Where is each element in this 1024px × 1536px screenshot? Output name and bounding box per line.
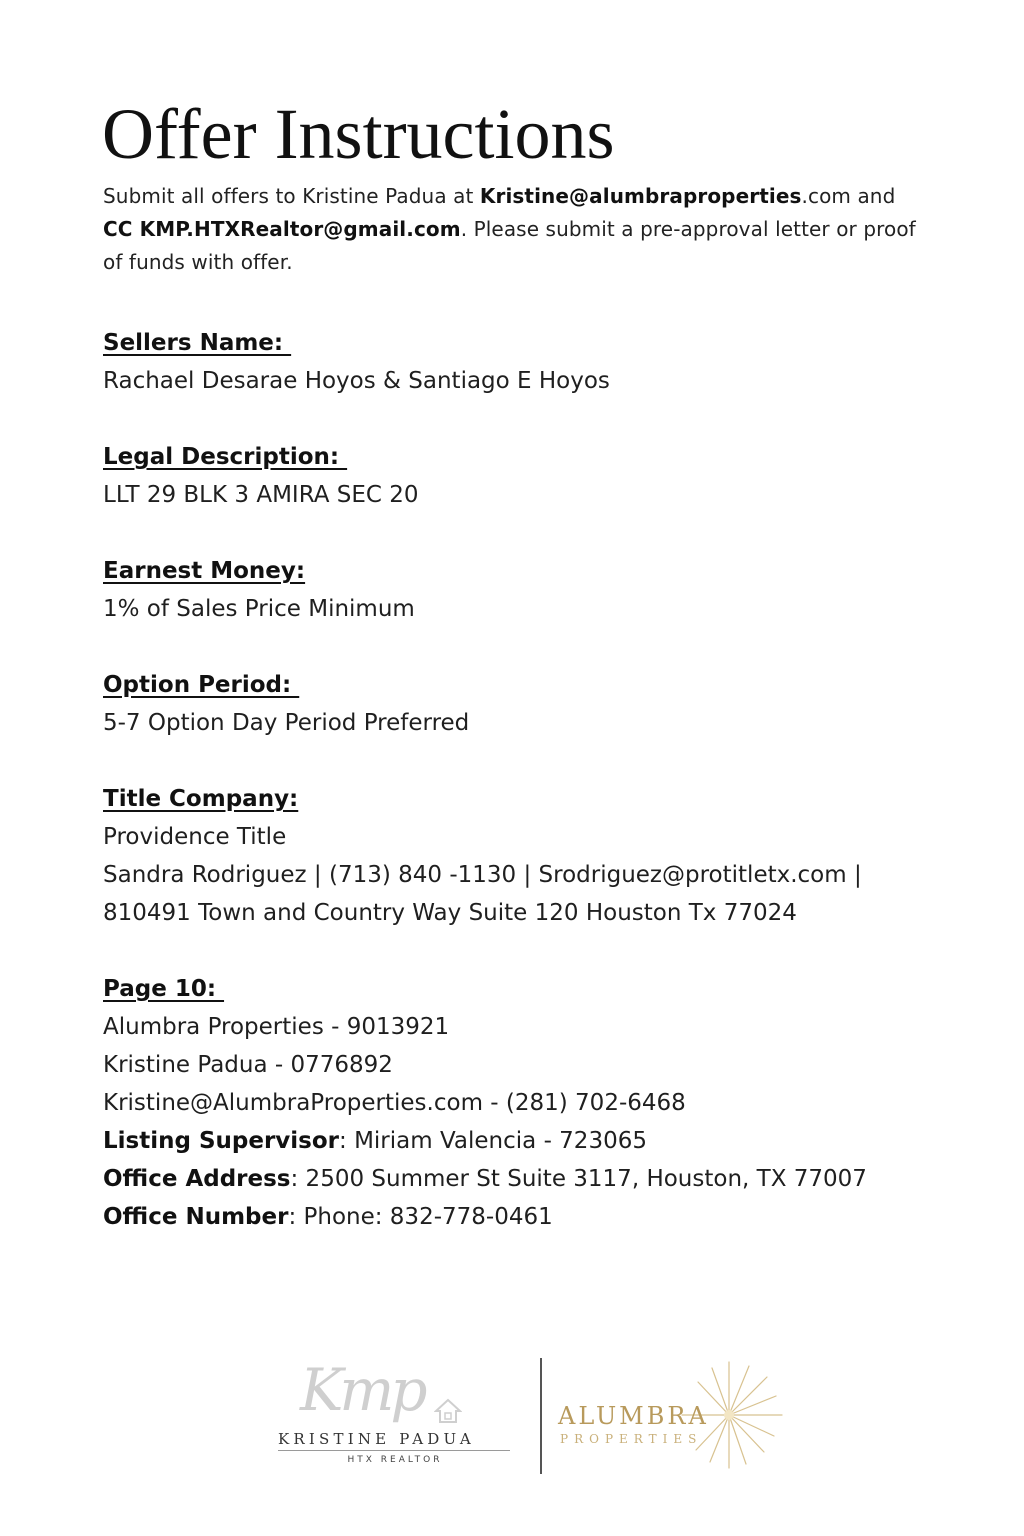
logo-name: KRISTINE PADUA (278, 1430, 475, 1448)
offer-details (103, 324, 983, 1274)
section-heading: Page 10: (103, 976, 225, 1002)
option-period-section (103, 666, 983, 742)
intro-text: . Please submit a pre-approval letter or proof (460, 217, 916, 241)
page-10-section (103, 970, 983, 1236)
logo-divider (540, 1358, 542, 1474)
legal-description-section (103, 438, 983, 514)
earnest-money-section (103, 552, 983, 628)
field-value: : Miriam Valencia - 723065 (339, 1128, 647, 1154)
sellers-name: Rachael Desarae Hoyos & Santiago E Hoyos (103, 368, 610, 394)
section-heading: Earnest Money: (103, 558, 306, 584)
brokerage-license: Alumbra Properties - 9013921 (103, 1014, 450, 1040)
section-heading: Sellers Name: (103, 330, 292, 356)
primary-email: Kristine@alumbraproperties (479, 184, 802, 208)
option-period: 5-7 Option Day Period Preferred (103, 710, 470, 736)
office-address (103, 1160, 983, 1198)
section-heading: Title Company: (103, 786, 299, 812)
house-icon (434, 1398, 462, 1424)
footer-logos (270, 1352, 790, 1482)
field-value: : Phone: 832-778-0461 (288, 1204, 553, 1230)
field-value: : 2500 Summer St Suite 3117, Houston, TX 77007 (290, 1166, 867, 1192)
field-label: Office Number (103, 1204, 289, 1230)
title-company-contact: Sandra Rodriguez | (713) 840 -1130 | Srodriguez@protitletx.com | (103, 862, 862, 888)
intro-line-2 (103, 213, 983, 246)
intro-text: of funds with offer. (103, 250, 293, 274)
section-heading: Legal Description: (103, 444, 348, 470)
field-label: Office Address (103, 1166, 291, 1192)
listing-supervisor (103, 1122, 983, 1160)
signature-monogram: Kmp (300, 1356, 424, 1424)
intro-line-3 (103, 246, 983, 279)
intro-text: .com and (801, 184, 896, 208)
intro-line-1 (103, 180, 983, 213)
page-title: Offer Instructions (102, 94, 615, 174)
kristine-padua-logo (270, 1352, 520, 1482)
office-number (103, 1198, 983, 1236)
legal-description: LLT 29 BLK 3 AMIRA SEC 20 (103, 482, 419, 508)
title-company-name: Providence Title (103, 824, 287, 850)
logo-tagline: HTX REALTOR (347, 1455, 443, 1465)
agent-license: Kristine Padua - 0776892 (103, 1052, 393, 1078)
logo-subtitle: PROPERTIES (560, 1432, 703, 1446)
logo-rule (278, 1450, 510, 1451)
intro-paragraph (103, 180, 983, 279)
title-company-address: 810491 Town and Country Way Suite 120 Houston Tx 77024 (103, 900, 797, 926)
sellers-section (103, 324, 983, 400)
earnest-money: 1% of Sales Price Minimum (103, 596, 415, 622)
alumbra-properties-logo (554, 1352, 794, 1482)
agent-contact: Kristine@AlumbraProperties.com - (281) 702-6468 (103, 1090, 686, 1116)
cc-email: CC KMP.HTXRealtor@gmail.com (103, 217, 461, 241)
section-heading: Option Period: (103, 672, 300, 698)
field-label: Listing Supervisor (103, 1128, 340, 1154)
intro-text: Submit all offers to Kristine Padua at (103, 184, 480, 208)
title-company-section (103, 780, 983, 932)
logo-name: ALUMBRA (558, 1402, 709, 1430)
